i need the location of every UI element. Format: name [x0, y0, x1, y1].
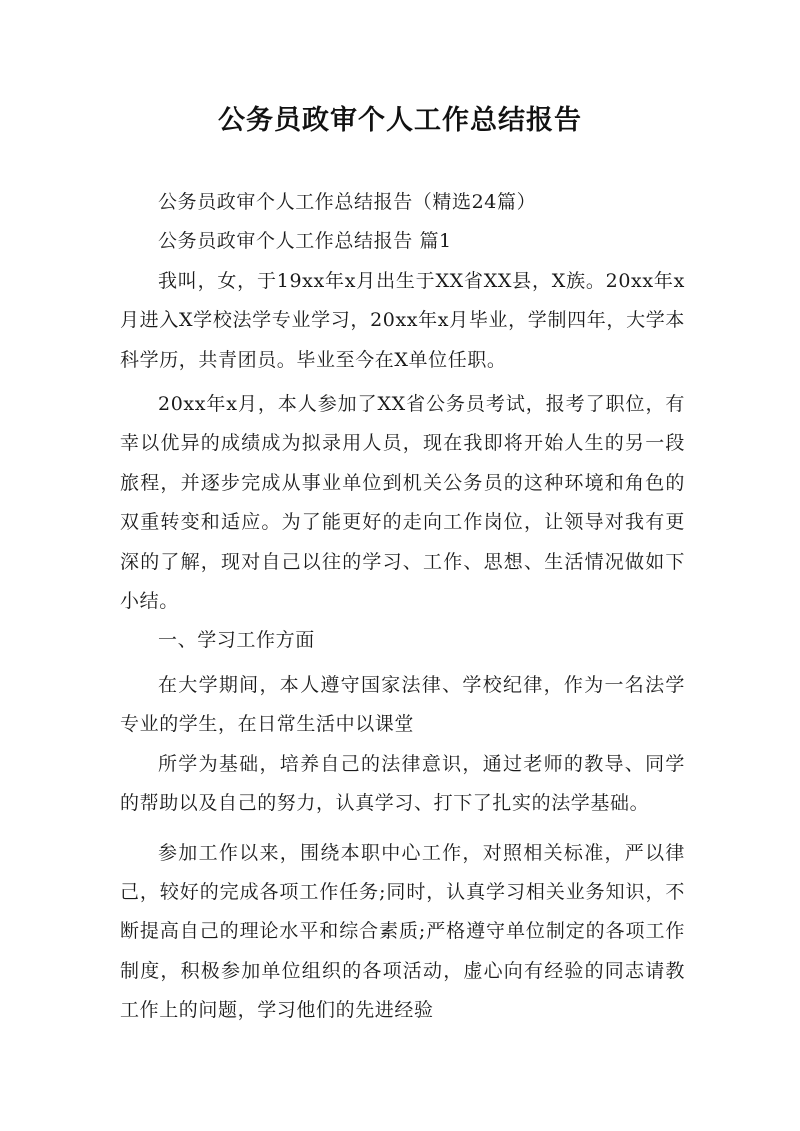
document-title: 公务员政审个人工作总结报告	[218, 105, 582, 136]
paragraph-exam: 20xx年x月，本人参加了XX省公务员考试，报考了职位，有幸以优异的成绩成为拟录用人员，现在我即将开始人生的另一段旅程，并逐步完成从事业单位到机关公务员的这种环境和角色的双重转变和适应。为了能更好的走向工作岗位，让领导对我有更深的了解，现对自己以往的学习、工作、思想、生活情况做如下小结。	[120, 393, 685, 613]
paragraph-foundation: 所学为基础，培养自己的法律意识，通过老师的教导、同学的帮助以及自己的努力，认真学习、打下了扎实的法学基础。	[120, 752, 685, 815]
document-body	[120, 183, 685, 1031]
paragraph-subtitle: 公务员政审个人工作总结报告（精选24篇）	[158, 191, 537, 213]
paragraph-personal-info: 我叫，女，于19xx年x月出生于XX省XX县，X族。20xx年x月进入X学校法学专业学习，20xx年x月毕业，学制四年，大学本科学历，共青团员。毕业至今在X单位任职。	[120, 269, 685, 371]
paragraph-university: 在大学期间，本人遵守国家法律、学校纪律，作为一名法学专业的学生，在日常生活中以课堂	[120, 673, 685, 736]
paragraph-section-heading: 公务员政审个人工作总结报告 篇1	[158, 230, 452, 253]
paragraph-work: 参加工作以来，围绕本职中心工作，对照相关标准，严以律己，较好的完成各项工作任务;同时，认真学习相关业务知识，不断提高自己的理论水平和综合素质;严格遵守单位制定的各项工作制度，积极参加单位组织的各项活动，虚心向有经验的同志请教工作上的问题，学习他们的先进经验	[120, 841, 685, 1022]
paragraph-heading-study-work: 一、学习工作方面	[158, 629, 315, 652]
